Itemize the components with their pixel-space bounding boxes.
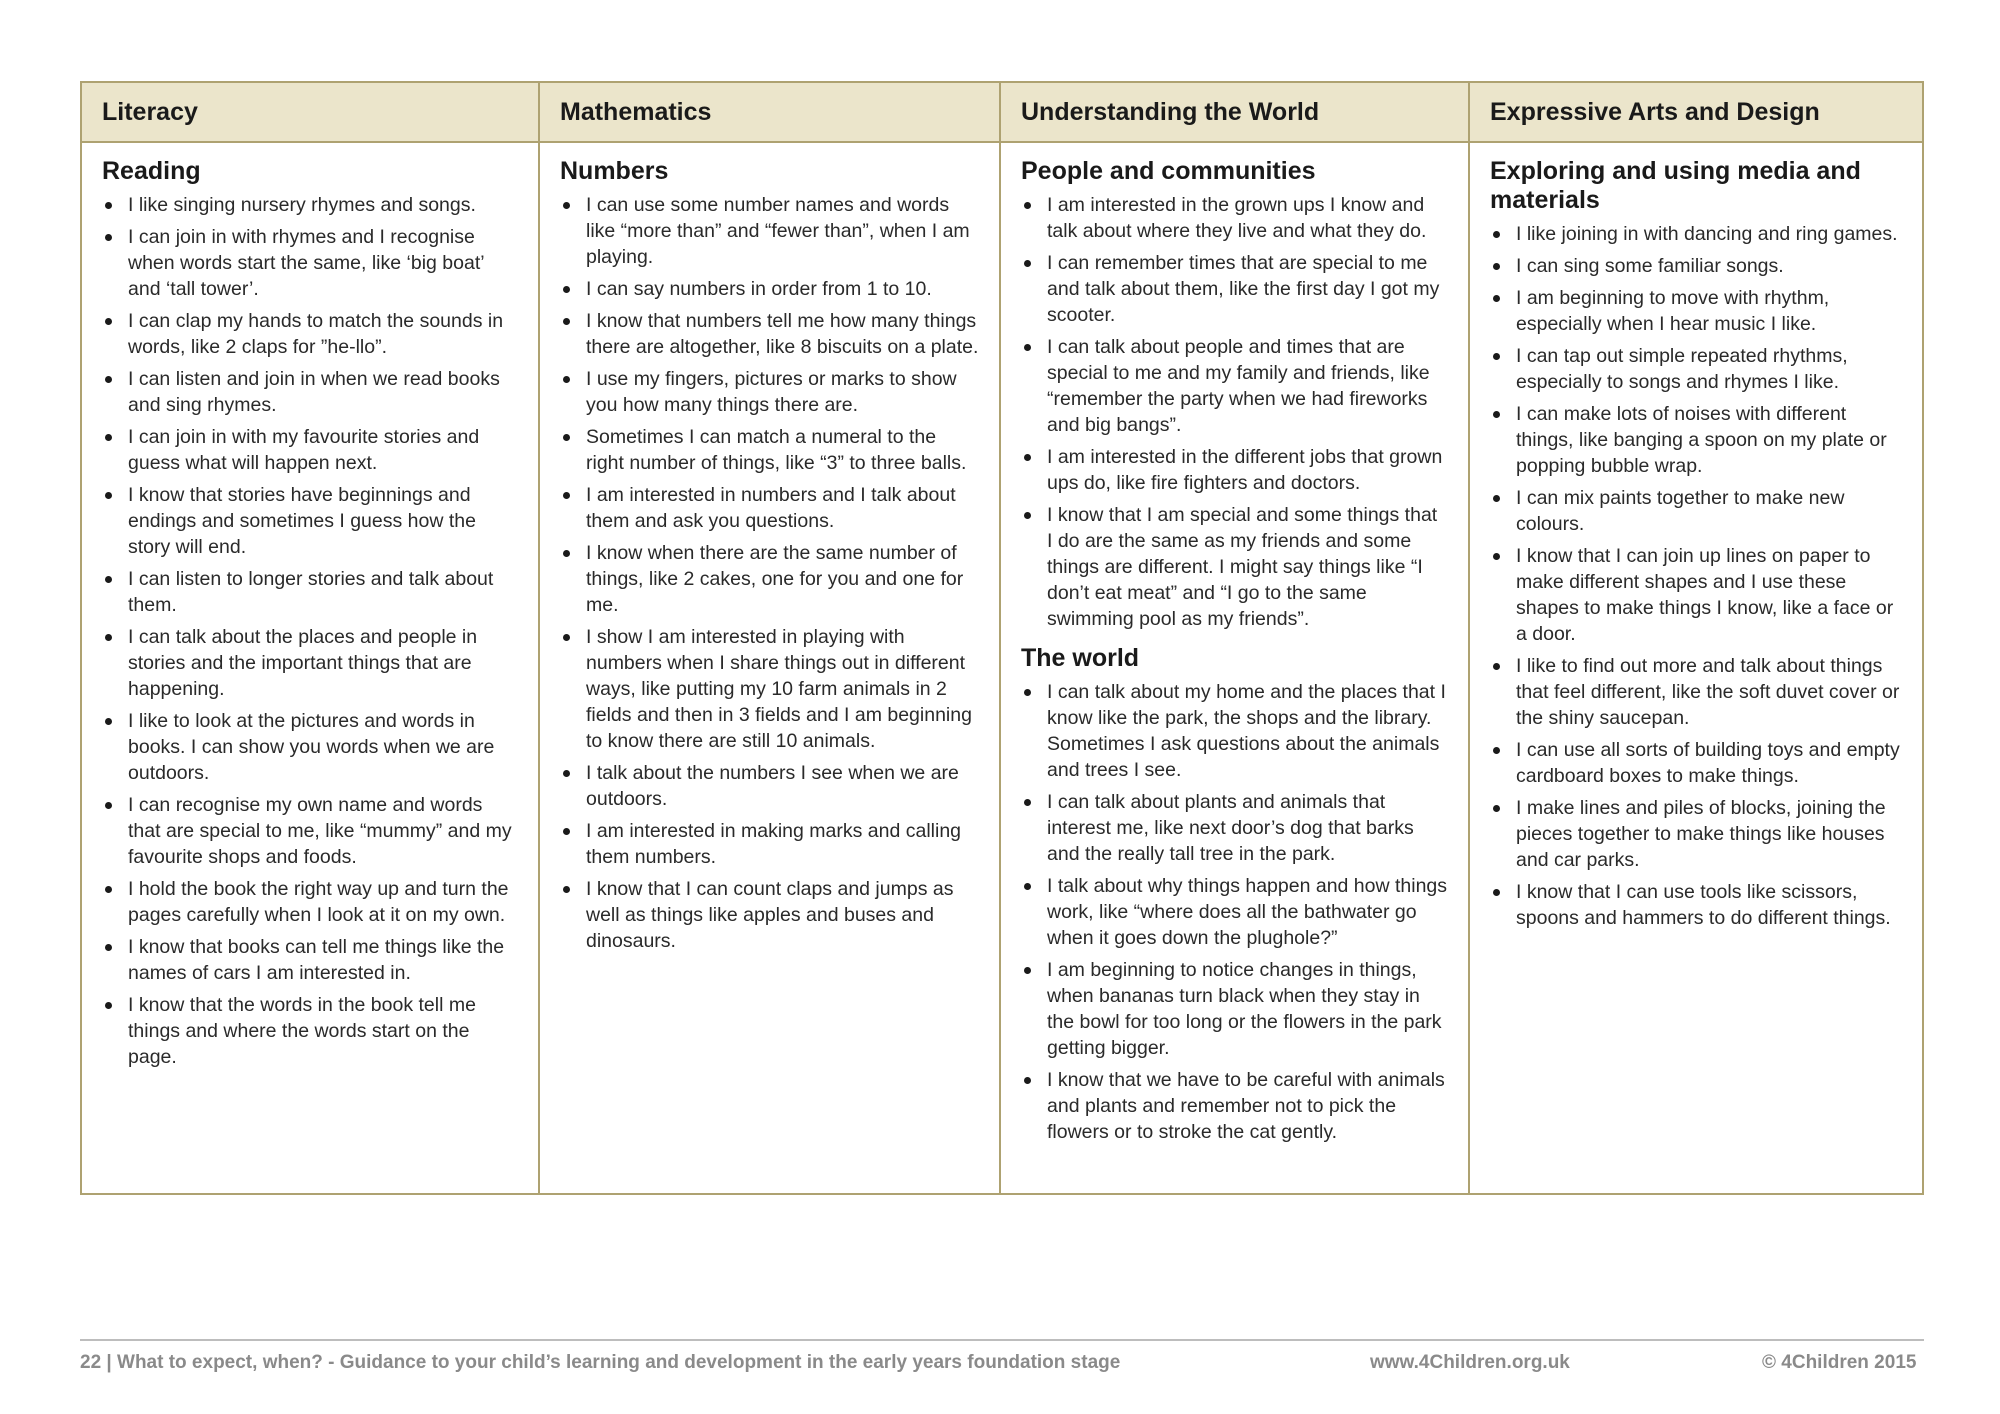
footer-copyright: © 4Children 2015 <box>1762 1352 1917 1373</box>
bullet-icon <box>1493 663 1500 670</box>
list-item <box>1490 401 1902 479</box>
list-item <box>560 540 979 618</box>
list-item <box>1021 789 1448 867</box>
list-item <box>102 708 518 786</box>
list-item-text: I like joining in with dancing and ring games. <box>1516 223 1898 245</box>
list-item <box>1021 444 1448 496</box>
section-title: The world <box>1021 644 1140 672</box>
list-item-text: I can clap my hands to match the sounds in words, like 2 claps for ”he-llo”. <box>128 310 504 358</box>
bullet-icon <box>563 770 570 777</box>
list-item <box>560 308 979 360</box>
list-item-text: I can recognise my own name and words that are special to me, like “mummy” and my favourite shops and foods. <box>128 794 512 868</box>
footer-page-info: 22 | What to expect, when? - Guidance to your child’s learning and development in the early years foundation stage <box>80 1352 1121 1373</box>
list-item <box>1021 873 1448 951</box>
header-understanding-the-world: Understanding the World <box>1001 83 1470 143</box>
list-item-text: I know that I can count claps and jumps as well as things like apples and buses and dinosaurs. <box>586 878 954 952</box>
list-item <box>1490 653 1902 731</box>
list-item-text: I like to find out more and talk about things that feel different, like the soft duvet cover or the shiny saucepan. <box>1516 655 1900 729</box>
bullet-icon <box>105 318 112 325</box>
list-item-text: I can listen and join in when we read books and sing rhymes. <box>128 368 500 416</box>
bullet-icon <box>563 202 570 209</box>
list-item-text: I am interested in numbers and I talk about them and ask you questions. <box>586 484 956 532</box>
list-item <box>1021 192 1448 244</box>
list-item-text: I am interested in the different jobs that grown ups do, like fire fighters and doctors. <box>1047 446 1443 494</box>
bullet-icon <box>1493 263 1500 270</box>
list-item-text: I can talk about plants and animals that interest me, like next door’s dog that barks and the really tall tree in the park. <box>1047 791 1414 865</box>
bullet-list <box>1490 221 1902 931</box>
list-item <box>560 760 979 812</box>
list-item <box>1021 957 1448 1061</box>
bullet-icon <box>1024 799 1031 806</box>
bullet-icon <box>1493 295 1500 302</box>
bullet-icon <box>563 376 570 383</box>
list-item <box>102 192 518 218</box>
list-item-text: I can talk about people and times that are special to me and my family and friends, like “remember the party when we had fireworks and big bangs”. <box>1047 336 1430 436</box>
list-item <box>1490 737 1902 789</box>
bullet-icon <box>1493 889 1500 896</box>
list-item-text: I can tap out simple repeated rhythms, especially to songs and rhymes I like. <box>1516 345 1848 393</box>
list-item-text: I can join in with rhymes and I recognise when words start the same, like ‘big boat’ and ‘tall tower’. <box>128 226 484 300</box>
bullet-icon <box>105 376 112 383</box>
list-item-text: I can remember times that are special to me and talk about them, like the first day I got my scooter. <box>1047 252 1440 326</box>
list-item-text: I show I am interested in playing with numbers when I share things out in different ways, like putting my 10 farm animals in 2 fields and then in 3 fields and I am beginning to know there are still 10 animals. <box>586 626 972 752</box>
list-item-text: I can listen to longer stories and talk about them. <box>128 568 494 616</box>
bullet-list <box>102 192 518 1070</box>
list-item <box>1021 1067 1448 1145</box>
list-item-text: I make lines and piles of blocks, joining the pieces together to make things like houses and car parks. <box>1516 797 1886 871</box>
list-item <box>1490 343 1902 395</box>
list-item <box>102 792 518 870</box>
bullet-icon <box>563 318 570 325</box>
list-item-text: I can talk about my home and the places that I know like the park, the shops and the library. Sometimes I ask questions about the animals and trees I see. <box>1047 681 1446 781</box>
bullet-list <box>560 192 979 954</box>
bullet-icon <box>1493 495 1500 502</box>
footer-website: www.4Children.org.uk <box>1370 1352 1570 1373</box>
list-item-text: I can use all sorts of building toys and empty cardboard boxes to make things. <box>1516 739 1900 787</box>
list-item-text: I am beginning to notice changes in things, when bananas turn black when they stay in the bowl for too long or the flowers in the park getting bigger. <box>1047 959 1442 1059</box>
list-item <box>1490 485 1902 537</box>
list-item-text: Sometimes I can match a numeral to the right number of things, like “3” to three balls. <box>586 426 967 474</box>
list-item-text: I am interested in making marks and calling them numbers. <box>586 820 962 868</box>
bullet-icon <box>1493 747 1500 754</box>
list-item-text: I know that I am special and some things that I do are the same as my friends and some things are different. I might say things like “I don’t eat meat” and “I go to the same swimming pool as my friends”. <box>1047 504 1438 630</box>
list-item <box>1490 285 1902 337</box>
list-item <box>102 934 518 986</box>
list-item-text: I know that the words in the book tell me things and where the words start on the page. <box>128 994 476 1068</box>
column-literacy <box>82 143 540 1193</box>
list-item-text: I hold the book the right way up and turn the pages carefully when I look at it on my own. <box>128 878 509 926</box>
list-item-text: I can say numbers in order from 1 to 10. <box>586 278 932 300</box>
bullet-icon <box>1493 805 1500 812</box>
list-item <box>102 992 518 1070</box>
bullet-icon <box>1024 202 1031 209</box>
list-item-text: I know that I can join up lines on paper to make different shapes and I use these shapes to make things I know, like a face or a door. <box>1516 545 1894 645</box>
column-mathematics <box>540 143 1001 1193</box>
bullet-icon <box>563 286 570 293</box>
bullet-icon <box>563 550 570 557</box>
bullet-icon <box>105 1002 112 1009</box>
list-item <box>1490 543 1902 647</box>
list-item-text: I can talk about the places and people in stories and the important things that are happening. <box>128 626 478 700</box>
list-item <box>1021 334 1448 438</box>
bullet-icon <box>1024 512 1031 519</box>
list-item-text: I talk about the numbers I see when we are outdoors. <box>586 762 959 810</box>
column-understanding-the-world <box>1001 143 1470 1193</box>
bullet-icon <box>1024 454 1031 461</box>
list-item-text: I know that we have to be careful with animals and plants and remember not to pick the flowers or to stroke the cat gently. <box>1047 1069 1445 1143</box>
bullet-icon <box>563 828 570 835</box>
list-item-text: I can join in with my favourite stories and guess what will happen next. <box>128 426 480 474</box>
list-item-text: I know that I can use tools like scissors, spoons and hammers to do different things. <box>1516 881 1891 929</box>
header-literacy: Literacy <box>82 83 540 143</box>
bullet-icon <box>1024 1077 1031 1084</box>
bullet-icon <box>105 234 112 241</box>
list-item <box>560 276 979 302</box>
list-item <box>102 876 518 928</box>
bullet-icon <box>1493 553 1500 560</box>
list-item-text: I am beginning to move with rhythm, especially when I hear music I like. <box>1516 287 1830 335</box>
footer-divider <box>80 1339 1924 1341</box>
list-item <box>560 366 979 418</box>
section-title: Numbers <box>560 157 669 185</box>
bullet-list <box>1021 679 1448 1145</box>
list-item <box>560 424 979 476</box>
bullet-icon <box>563 634 570 641</box>
bullet-icon <box>105 802 112 809</box>
bullet-icon <box>563 886 570 893</box>
list-item-text: I talk about why things happen and how things work, like “where does all the bathwater go when it goes down the plughole?” <box>1047 875 1448 949</box>
bullet-icon <box>105 886 112 893</box>
list-item-text: I can make lots of noises with different things, like banging a spoon on my plate or popping bubble wrap. <box>1516 403 1887 477</box>
header-expressive-arts: Expressive Arts and Design <box>1470 83 1922 143</box>
section-title: People and communities <box>1021 157 1316 185</box>
list-item <box>1021 679 1448 783</box>
list-item <box>560 192 979 270</box>
list-item-text: I use my fingers, pictures or marks to show you how many things there are. <box>586 368 957 416</box>
bullet-icon <box>1493 411 1500 418</box>
list-item-text: I know when there are the same number of things, like 2 cakes, one for you and one for me. <box>586 542 964 616</box>
bullet-icon <box>105 718 112 725</box>
list-item-text: I like singing nursery rhymes and songs. <box>128 194 476 216</box>
bullet-list <box>1021 192 1448 632</box>
section-title: Reading <box>102 157 201 185</box>
list-item-text: I can use some number names and words like “more than” and “fewer than”, when I am playing. <box>586 194 970 268</box>
bullet-icon <box>1024 344 1031 351</box>
list-item <box>1490 879 1902 931</box>
list-item <box>102 224 518 302</box>
bullet-icon <box>1024 689 1031 696</box>
bullet-icon <box>105 634 112 641</box>
list-item-text: I know that stories have beginnings and endings and sometimes I guess how the story will end. <box>128 484 476 558</box>
bullet-icon <box>1024 260 1031 267</box>
list-item-text: I am interested in the grown ups I know and talk about where they live and what they do. <box>1047 194 1427 242</box>
list-item <box>1490 253 1902 279</box>
list-item <box>1490 221 1902 247</box>
list-item <box>102 566 518 618</box>
bullet-icon <box>1493 231 1500 238</box>
list-item <box>1021 250 1448 328</box>
bullet-icon <box>1024 883 1031 890</box>
list-item-text: I like to look at the pictures and words in books. I can show you words when we are outdoors. <box>128 710 495 784</box>
bullet-icon <box>105 434 112 441</box>
list-item <box>1021 502 1448 632</box>
bullet-icon <box>563 434 570 441</box>
bullet-icon <box>1024 967 1031 974</box>
bullet-icon <box>105 576 112 583</box>
list-item-text: I know that books can tell me things like the names of cars I am interested in. <box>128 936 505 984</box>
bullet-icon <box>1493 353 1500 360</box>
list-item <box>560 876 979 954</box>
bullet-icon <box>563 492 570 499</box>
list-item <box>560 624 979 754</box>
bullet-icon <box>105 492 112 499</box>
list-item <box>102 424 518 476</box>
column-expressive-arts <box>1470 143 1922 1193</box>
list-item-text: I can sing some familiar songs. <box>1516 255 1784 277</box>
header-mathematics: Mathematics <box>540 83 1001 143</box>
list-item <box>560 818 979 870</box>
list-item <box>102 482 518 560</box>
bullet-icon <box>105 944 112 951</box>
list-item-text: I can mix paints together to make new colours. <box>1516 487 1845 535</box>
section-title: Exploring and using media and materials <box>1490 157 1861 214</box>
bullet-icon <box>105 202 112 209</box>
list-item <box>102 366 518 418</box>
list-item <box>560 482 979 534</box>
list-item <box>1490 795 1902 873</box>
list-item <box>102 624 518 702</box>
development-table <box>80 81 1924 1195</box>
list-item-text: I know that numbers tell me how many things there are altogether, like 8 biscuits on a plate. <box>586 310 979 358</box>
list-item <box>102 308 518 360</box>
